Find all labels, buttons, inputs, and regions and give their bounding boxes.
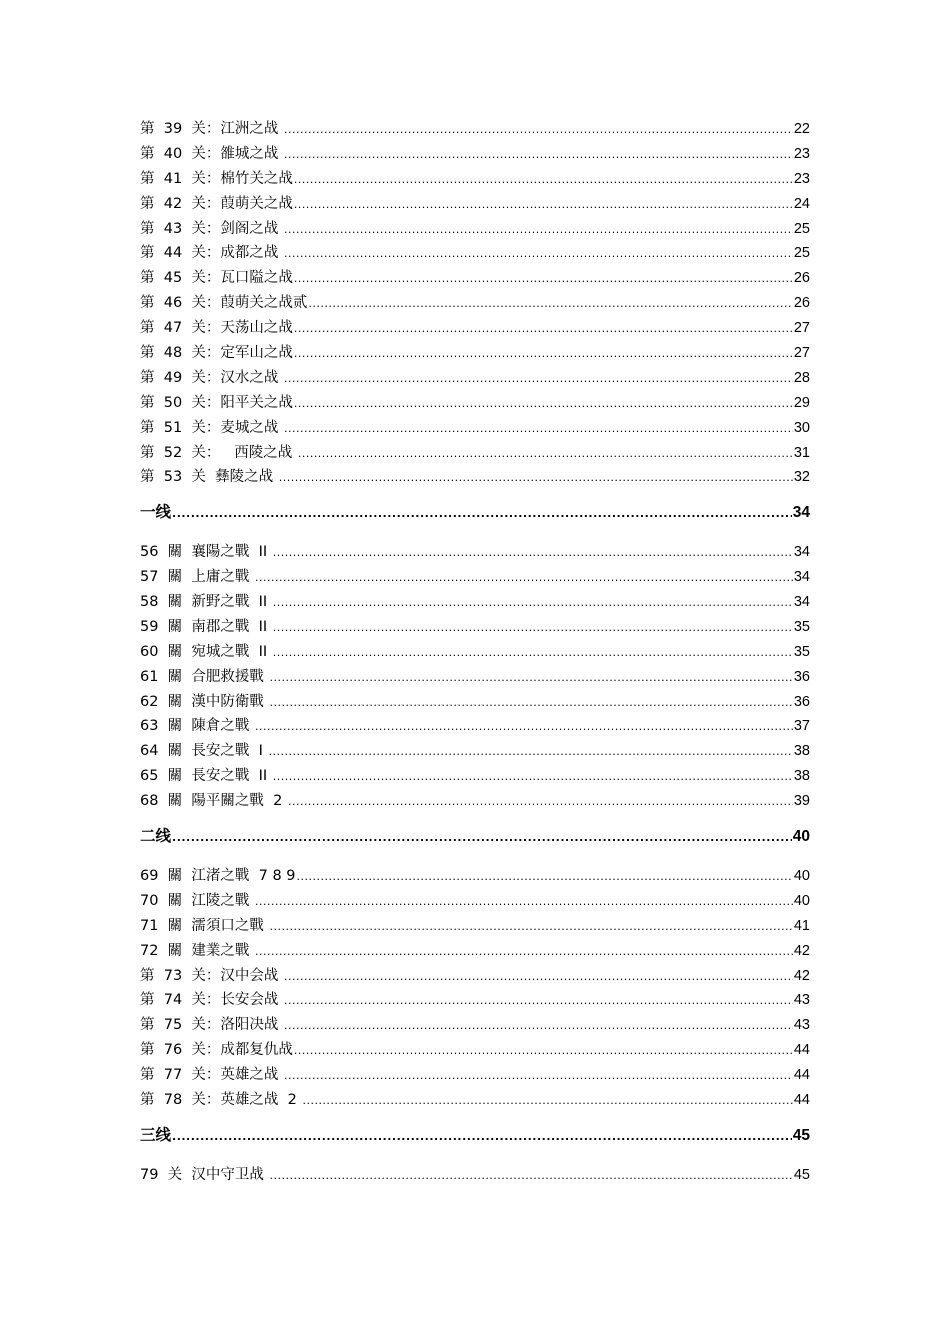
toc-entry-label: 69 關 江渚之戰 7 8 9 — [140, 867, 296, 884]
toc-entry[interactable] — [140, 465, 810, 490]
toc-entry[interactable] — [140, 117, 810, 142]
toc-entry-label: 65 關 長安之戰 II — [140, 768, 272, 785]
toc-page-number: 37 — [793, 718, 810, 735]
toc-entry[interactable] — [140, 1038, 810, 1063]
dot-leader — [172, 831, 792, 844]
dot-leader — [294, 173, 793, 186]
toc-entry-label: 72 關 建業之戰 — [140, 942, 254, 959]
dot-leader — [273, 546, 793, 559]
toc-page-number: 22 — [793, 121, 810, 137]
dot-leader — [294, 322, 793, 335]
toc-page-number: 40 — [793, 892, 810, 909]
toc-entry[interactable] — [140, 366, 810, 391]
toc-entry[interactable] — [140, 714, 810, 739]
toc-entry[interactable] — [140, 1163, 810, 1188]
toc-entry-label: 第 76 关：成都复仇战 — [140, 1042, 293, 1059]
toc-entry[interactable] — [140, 988, 810, 1013]
toc-page-number: 27 — [793, 345, 810, 362]
toc-entry[interactable] — [140, 914, 810, 939]
dot-leader — [172, 507, 792, 520]
toc-page-number: 35 — [793, 618, 810, 635]
toc-entry-label: 第 41 关：棉竹关之战 — [140, 170, 293, 187]
toc-entry-label: 第 73 关：汉中会战 — [140, 967, 283, 984]
toc-page-number: 44 — [793, 1091, 810, 1108]
toc-entry-label: 二线 — [140, 827, 172, 846]
toc-entry-label: 第 49 关：汉水之战 — [140, 369, 283, 386]
toc-entry-label: 第 77 关：英雄之战 — [140, 1067, 283, 1084]
toc-entry[interactable] — [140, 192, 810, 217]
toc-entry-label: 70 關 江陵之戰 — [140, 892, 254, 909]
toc-page-number: 25 — [793, 245, 810, 262]
toc-entry-label: 第 50 关：阳平关之战 — [140, 394, 293, 411]
toc-entry-label: 57 關 上庸之戰 — [140, 569, 254, 586]
toc-page-number: 24 — [793, 195, 810, 212]
toc-page-number: 42 — [793, 967, 810, 984]
toc-page-number: 30 — [793, 419, 810, 436]
dot-leader — [172, 1130, 792, 1143]
dot-leader — [298, 447, 793, 460]
toc-entry-label: 第 48 关：定军山之战 — [140, 345, 293, 362]
toc-page-number: 36 — [793, 693, 810, 710]
dot-leader — [284, 1019, 793, 1032]
dot-leader — [297, 870, 793, 883]
toc-entry[interactable] — [140, 441, 810, 466]
toc-page-number: 23 — [793, 170, 810, 187]
toc-page-number: 44 — [793, 1042, 810, 1059]
toc-entry-label: 第 78 关：英雄之战 2 — [140, 1091, 302, 1108]
toc-entry-label: 58 關 新野之戰 II — [140, 594, 272, 611]
toc-entry[interactable] — [140, 640, 810, 665]
toc-page-number: 43 — [793, 1017, 810, 1034]
toc-page-number: 41 — [793, 917, 810, 934]
dot-leader — [273, 596, 793, 609]
toc-entry-label: 第 53 关 彝陵之战 — [140, 469, 278, 486]
toc-entry-label: 60 關 宛城之戰 II — [140, 643, 272, 660]
toc-entry[interactable] — [140, 416, 810, 441]
dot-leader — [255, 945, 793, 958]
dot-leader — [288, 795, 793, 808]
dot-leader — [270, 671, 793, 684]
toc-entry-label: 第 40 关：雒城之战 — [140, 145, 283, 162]
toc-page-number: 26 — [793, 295, 810, 312]
dot-leader — [302, 1094, 792, 1107]
toc-entry[interactable] — [140, 889, 810, 914]
dot-leader — [270, 696, 793, 709]
toc-page-number: 25 — [793, 220, 810, 237]
dot-leader — [284, 223, 793, 236]
toc-page-number: 38 — [793, 743, 810, 760]
toc-page-number: 39 — [793, 793, 810, 810]
toc-entry-label: 79 关 汉中守卫战 — [140, 1166, 269, 1183]
toc-page-number: 34 — [793, 569, 810, 586]
dot-leader — [308, 297, 792, 310]
toc-page-number: 36 — [793, 668, 810, 685]
dot-leader — [284, 994, 793, 1007]
toc-entry[interactable] — [140, 316, 810, 341]
toc-section-heading[interactable] — [140, 500, 810, 525]
dot-leader — [255, 720, 793, 733]
toc-page-number: 45 — [793, 1166, 810, 1183]
dot-leader — [270, 920, 793, 933]
toc-entry-label: 第 39 关：江洲之战 — [140, 121, 283, 137]
dot-leader — [294, 1044, 793, 1057]
toc-page-number: 42 — [793, 942, 810, 959]
toc-entry[interactable] — [140, 939, 810, 964]
toc-entry-label: 三线 — [140, 1125, 172, 1144]
toc-entry[interactable] — [140, 615, 810, 640]
toc-entry-label: 71 關 濡須口之戰 — [140, 917, 269, 934]
toc-entry[interactable] — [140, 1063, 810, 1088]
toc-page-number: 32 — [793, 469, 810, 486]
dot-leader — [255, 571, 793, 584]
toc-entry[interactable] — [140, 565, 810, 590]
toc-entry-label: 一线 — [140, 503, 172, 522]
toc-page-number: 34 — [793, 594, 810, 611]
toc-page-number: 45 — [792, 1126, 810, 1144]
toc-entry-label: 62 關 漢中防衛戰 — [140, 693, 269, 710]
toc-entry-label: 第 45 关：瓦口隘之战 — [140, 270, 293, 287]
toc-entry-label: 59 關 南郡之戰 II — [140, 618, 272, 635]
toc-entry[interactable] — [140, 1013, 810, 1038]
toc-entry-label: 第 42 关：葭萌关之战 — [140, 195, 293, 212]
dot-leader — [284, 1069, 793, 1082]
toc-entry[interactable] — [140, 341, 810, 366]
toc-entry-label: 第 52 关： 西陵之战 — [140, 444, 297, 461]
dot-leader — [284, 372, 793, 385]
toc-entry[interactable] — [140, 739, 810, 764]
toc-entry[interactable] — [140, 291, 810, 316]
toc-section-heading[interactable] — [140, 1123, 810, 1148]
toc-entry-label: 第 43 关：剑阁之战 — [140, 220, 283, 237]
toc-page-number: 38 — [793, 768, 810, 785]
toc-entry-label: 56 關 襄陽之戰 II — [140, 544, 272, 561]
toc-entry[interactable] — [140, 540, 810, 565]
toc-page-number: 43 — [793, 992, 810, 1009]
dot-leader — [294, 198, 793, 211]
toc-entry-label: 68 關 陽平關之戰 2 — [140, 793, 287, 810]
toc-entry-label: 64 關 長安之戰 I — [140, 743, 268, 760]
toc-entry[interactable] — [140, 142, 810, 167]
toc-page-number: 23 — [793, 145, 810, 162]
toc-entry[interactable] — [140, 266, 810, 291]
toc-page-number: 31 — [793, 444, 810, 461]
toc-entry[interactable] — [140, 590, 810, 615]
dot-leader — [294, 272, 793, 285]
toc-entry-label: 63 關 陳倉之戰 — [140, 718, 254, 735]
dot-leader — [284, 422, 793, 435]
toc-entry[interactable] — [140, 964, 810, 989]
toc-entry-label: 第 75 关：洛阳决战 — [140, 1017, 283, 1034]
toc-section-heading[interactable] — [140, 824, 810, 849]
dot-leader — [294, 347, 793, 360]
toc-page-number: 35 — [793, 643, 810, 660]
toc-entry[interactable] — [140, 241, 810, 266]
dot-leader — [284, 247, 793, 260]
toc-entry[interactable] — [140, 789, 810, 814]
toc-page-number: 34 — [792, 504, 810, 522]
toc-entry-label: 第 46 关：葭萌关之战贰 — [140, 295, 308, 312]
toc-page-number: 27 — [793, 320, 810, 337]
toc-page-number: 28 — [793, 369, 810, 386]
dot-leader — [294, 397, 793, 410]
table-of-contents — [140, 117, 810, 1188]
dot-leader — [284, 148, 793, 161]
toc-page-number: 44 — [793, 1067, 810, 1084]
toc-page-number: 29 — [793, 394, 810, 411]
toc-entry[interactable] — [140, 690, 810, 715]
toc-page-number: 34 — [793, 544, 810, 561]
dot-leader — [273, 770, 793, 783]
dot-leader — [284, 970, 793, 983]
dot-leader — [255, 895, 793, 908]
toc-page-number: 26 — [793, 270, 810, 287]
toc-entry-label: 第 74 关：长安会战 — [140, 992, 283, 1009]
toc-entry[interactable] — [140, 665, 810, 690]
dot-leader — [273, 646, 793, 659]
toc-entry-label: 第 47 关：天荡山之战 — [140, 320, 293, 337]
dot-leader — [270, 1169, 793, 1182]
toc-page-number: 40 — [792, 828, 810, 846]
toc-entry-label: 61 關 合肥救援戰 — [140, 668, 269, 685]
toc-entry[interactable] — [140, 864, 810, 889]
dot-leader — [284, 123, 793, 136]
toc-page-number: 40 — [793, 867, 810, 884]
toc-entry[interactable] — [140, 217, 810, 242]
dot-leader — [279, 471, 793, 484]
toc-entry-label: 第 51 关：麦城之战 — [140, 419, 283, 436]
toc-entry[interactable] — [140, 764, 810, 789]
toc-entry[interactable] — [140, 1088, 810, 1113]
toc-entry-label: 第 44 关：成都之战 — [140, 245, 283, 262]
dot-leader — [273, 621, 793, 634]
toc-entry[interactable] — [140, 167, 810, 192]
toc-entry[interactable] — [140, 391, 810, 416]
dot-leader — [269, 745, 793, 758]
